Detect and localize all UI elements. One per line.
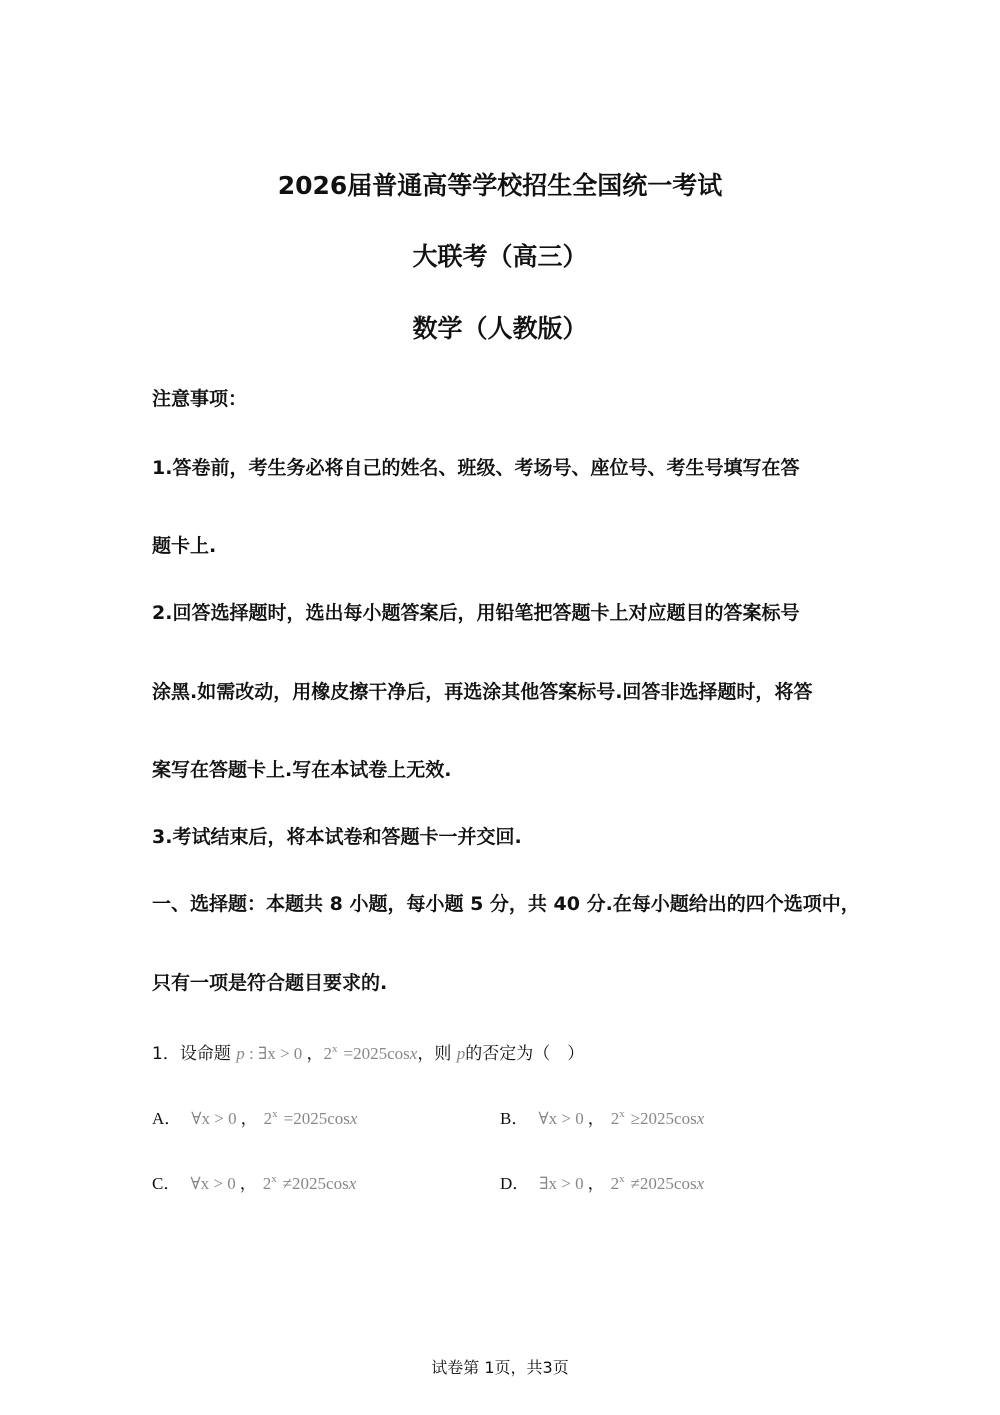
- option-d-label: D．: [500, 1174, 530, 1193]
- question-1-negation: 的否定为（ ）: [465, 1044, 585, 1064]
- option-b-label: B．: [500, 1109, 529, 1128]
- exam-subject: 数学（人教版）: [412, 314, 588, 343]
- exam-subtitle: 大联考（高三）: [412, 242, 588, 271]
- exam-title: 2026届普通高等学校招生全国统一考试: [277, 171, 723, 200]
- notice-item-2-line-2: 涂黑.如需改动，用橡皮擦干净后，再选涂其他答案标号.回答非选择题时，将答: [152, 681, 813, 703]
- notice-item-1-line-2: 题卡上.: [152, 535, 217, 557]
- option-b-quantifier: ∀x > 0: [538, 1109, 584, 1128]
- notice-item-2-line-3: 案写在答题卡上.写在本试卷上无效.: [152, 759, 452, 781]
- notice-item-1-line-1: 1.答卷前，考生务必将自己的姓名、班级、考场号、座位号、考生号填写在答: [152, 457, 800, 479]
- question-1-equation: $2^x =2025\cos x$: [323, 1043, 418, 1063]
- question-1-comma: ，: [306, 1044, 324, 1064]
- question-1-prefix: 1．设命题: [152, 1044, 231, 1064]
- page-footer: 试卷第 1页，共3页: [431, 1358, 569, 1377]
- question-1-stem: [152, 1037, 584, 1066]
- question-1-prop-ref: p: [456, 1044, 466, 1063]
- option-d-quantifier: ∃x > 0: [539, 1174, 584, 1193]
- section-1-heading-line-2: 只有一项是符合题目要求的.: [152, 972, 388, 994]
- option-c-label: C．: [152, 1174, 181, 1193]
- notice-item-2-line-1: 2.回答选择题时，选出每小题答案后，用铅笔把答题卡上对应题目的答案标号: [152, 602, 800, 624]
- question-1-proposition: p : ∃x > 0: [236, 1044, 303, 1063]
- option-c-quantifier: ∀x > 0: [190, 1174, 236, 1193]
- option-b[interactable]: B． ∀x > 0 ， $2^x \ge 2025\cos x$: [500, 1108, 705, 1129]
- section-1-heading-line-1: 一、选择题：本题共 8 小题，每小题 5 分，共 40 分.在每小题给出的四个选项中，: [152, 893, 860, 915]
- option-c[interactable]: C． ∀x > 0 ， $2^x \ne 2025\cos x$: [152, 1173, 357, 1194]
- option-a-quantifier: ∀x > 0: [191, 1109, 237, 1128]
- option-d[interactable]: D． ∃x > 0 ， $2^x \ne 2025\cos x$: [500, 1173, 705, 1194]
- notice-heading: 注意事项：: [152, 388, 248, 410]
- question-1-then: ，则: [417, 1044, 452, 1064]
- option-a[interactable]: A． ∀x > 0 ， $2^x =2025\cos x$: [152, 1108, 358, 1129]
- notice-item-3: 3.考试结束后，将本试卷和答题卡一并交回.: [152, 826, 522, 848]
- option-a-label: A．: [152, 1109, 182, 1128]
